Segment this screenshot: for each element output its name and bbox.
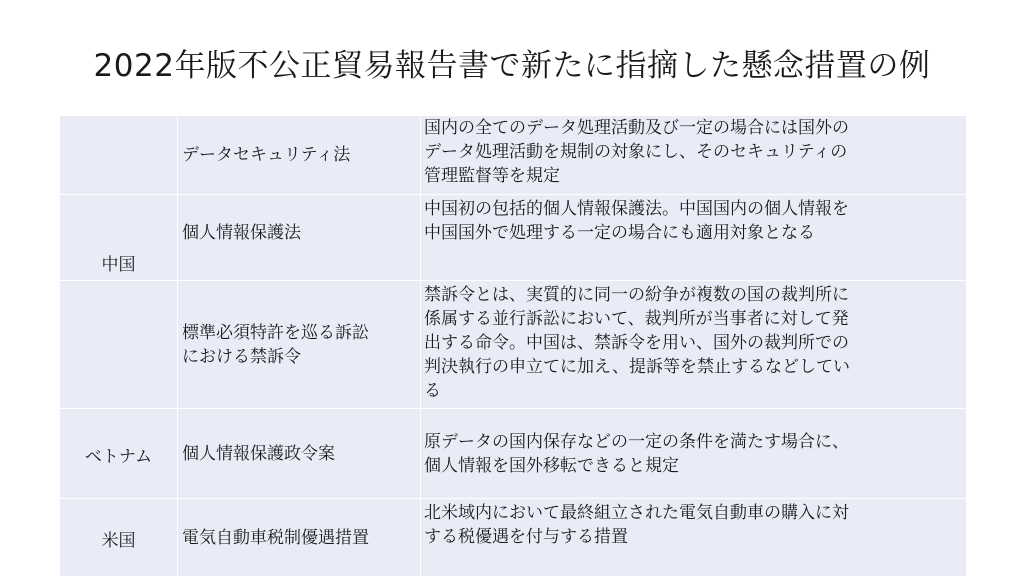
measure-cell [177, 195, 420, 281]
measure-label-line: 標準必須特許を巡る訴訟 [182, 323, 369, 343]
description-cell [420, 281, 966, 409]
description-cell [420, 499, 966, 577]
table-group-china [60, 116, 966, 408]
description-line: 管理監督等を規定 [424, 166, 560, 186]
country-label: 中国 [101, 254, 136, 275]
table-row [60, 280, 966, 409]
description-line: 国内の全てのデータ処理活動及び一定の場合には国外の [424, 118, 849, 138]
measure-label: データセキュリティ法 [182, 145, 351, 165]
measure-cell [177, 116, 420, 194]
measure-label: 個人情報保護法 [182, 223, 301, 243]
measure-label-line: における禁訴令 [182, 347, 301, 367]
measure-cell [177, 409, 420, 499]
country-label: ベトナム [84, 446, 153, 467]
description-line: 中国国外で処理する一定の場合にも適用対象となる [424, 223, 815, 243]
description-line: 係属する並行訴訟において、裁判所が当事者に対して発 [424, 309, 849, 329]
country-label: 米国 [101, 530, 136, 551]
table-row [60, 116, 966, 194]
table-row [60, 194, 966, 281]
slide-title: 2022年版不公正貿易報告書で新たに指摘した懸念措置の例 [93, 48, 931, 84]
description-cell [420, 116, 966, 194]
description-line: 中国初の包括的個人情報保護法。中国国内の個人情報を [424, 199, 849, 219]
description-line: 北米域内において最終組立された電気自動車の購入に対 [424, 503, 849, 523]
description-cell [420, 409, 966, 499]
measure-cell [177, 281, 420, 409]
description-line: データ処理活動を規制の対象にし、そのセキュリティの [424, 142, 848, 162]
description-line: 出する命令。中国は、禁訴令を用い、国外の裁判所での [424, 333, 849, 353]
measure-label: 個人情報保護政令案 [182, 444, 335, 464]
table-row [60, 408, 966, 499]
measures-table [60, 116, 966, 576]
description-line: 禁訴令とは、実質的に同一の紛争が複数の国の裁判所に [424, 285, 849, 305]
table-row [60, 498, 966, 577]
description-line: 原データの国内保存などの一定の条件を満たす場合に、 [424, 432, 849, 452]
country-cell [60, 409, 177, 499]
description-line: 個人情報を国外移転できると規定 [424, 456, 679, 476]
description-line: 判決執行の申立てに加え、提訴等を禁止するなどしてい [424, 357, 851, 377]
description-line: する税優遇を付与する措置 [424, 527, 628, 547]
description-cell [420, 195, 966, 281]
country-cell [60, 499, 177, 577]
measure-label: 電気自動車税制優遇措置 [182, 528, 369, 548]
measure-cell [177, 499, 420, 577]
description-line: る [424, 381, 441, 401]
